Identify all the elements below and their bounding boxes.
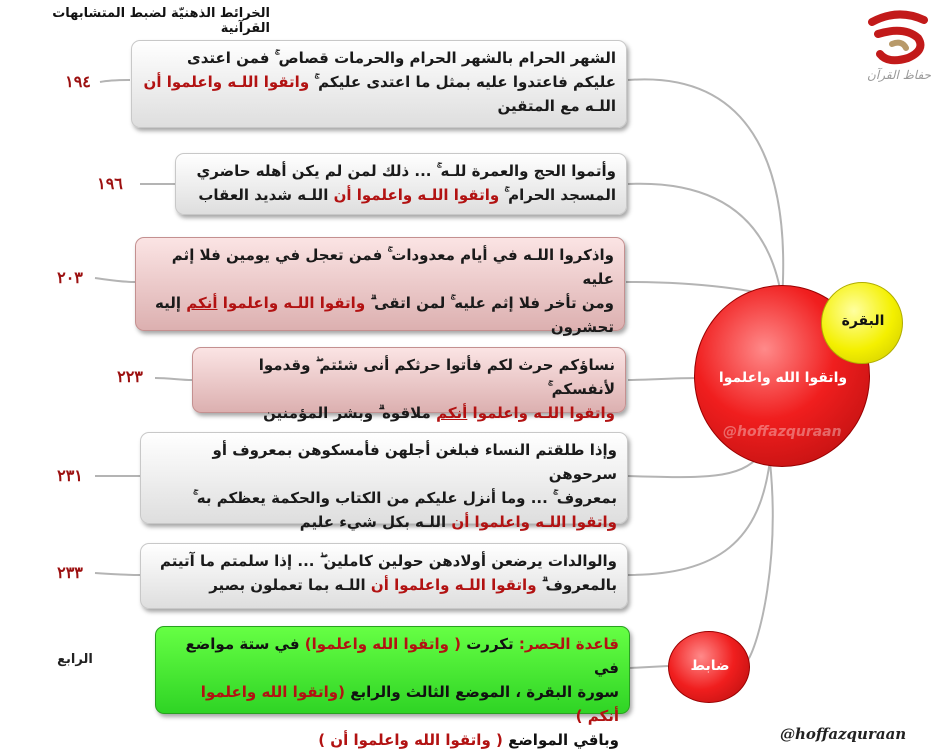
verse-box-5 <box>140 432 628 531</box>
text-line <box>151 573 617 597</box>
text-line <box>186 159 616 183</box>
text-line <box>142 70 616 94</box>
verse-number-4: ٢٢٣ <box>117 367 143 386</box>
verse-number-2: ١٩٦ <box>97 174 123 193</box>
verse-text: عليكم فاعتدوا عليه بمثل ما اعتدى عليكم ۚ <box>309 73 616 91</box>
highlighted-phrase: واتقوا اللـه واعلموا أن <box>451 513 617 531</box>
verse-box-6 <box>140 543 628 609</box>
text-line <box>186 183 616 207</box>
highlighted-phrase: واتقوا اللـه واعلموا أن <box>370 576 537 594</box>
verse-number-6: ٢٣٣ <box>57 563 83 582</box>
verse-text: وإذا طلقتم النساء فبلغن أجلهن فأمسكوهن بمعروف أو سرحوهن <box>212 441 617 483</box>
text-line <box>146 243 614 291</box>
map-title: الخرائط الذهنيّة لضبط المتشابهات القرآنية <box>52 6 270 36</box>
surah-label: البقرة <box>841 313 885 329</box>
text-line <box>146 315 614 339</box>
main-topic-label: واتقوا الله واعلموا <box>718 370 848 386</box>
logo-mark-icon <box>858 4 940 70</box>
rule-circle <box>668 631 750 703</box>
underlined-phrase: أنكم <box>186 294 218 312</box>
underlined-phrase: أنكم <box>436 404 468 422</box>
verse-text: نساؤكم حرث لكم فأتوا حرثكم أنى شئتم ۖ وقدموا لأنفسكم ۚ <box>258 356 615 398</box>
highlighted-phrase: قاعدة الحصر: <box>518 635 619 653</box>
verse-text: وأتموا الحج والعمرة للـه ۚ ... ذلك لمن لم يكن أهله حاضري <box>196 162 616 180</box>
highlighted-phrase: واتقوا اللـه واعلموا أن <box>333 186 500 204</box>
highlighted-phrase: ( واتقوا الله واعلموا) <box>304 635 462 653</box>
verse-number-3: ٢٠٣ <box>57 268 83 287</box>
text-line <box>151 549 617 573</box>
verse-text: اللـه بما تعملون بصير <box>209 576 371 594</box>
connector-number-4 <box>155 378 192 380</box>
verse-box-2 <box>175 153 627 215</box>
rule-box <box>155 626 630 749</box>
highlighted-phrase: واتقوا اللـه واعلموا <box>467 404 615 422</box>
connector-verse-4 <box>628 378 700 380</box>
verse-text: اللـه مع المتقين <box>497 97 616 115</box>
verse-text: اللـه شديد العقاب <box>198 186 334 204</box>
text-line <box>151 438 617 486</box>
main-circle-watermark: @hoffazquraan <box>723 424 842 440</box>
highlighted-phrase: واتقوا اللـه واعلموا <box>217 294 366 312</box>
text-line <box>166 680 619 728</box>
verse-text: المسجد الحرام ۚ <box>499 186 616 204</box>
verse-text: ومن تأخر فلا إثم عليه ۚ لمن اتقى ۗ <box>365 294 614 312</box>
verse-text: اللـه بكل شيء عليم <box>299 513 452 531</box>
text-line <box>203 353 615 401</box>
verse-text: الشهر الحرام بالشهر الحرام والحرمات قصاص ۚ فمن اعتدى <box>186 49 616 67</box>
verse-number-1: ١٩٤ <box>65 72 91 91</box>
verse-text: واذكروا اللـه في أيام معدودات ۚ فمن تعجل في يومين فلا إثم عليه <box>171 246 614 288</box>
text-line <box>151 510 617 534</box>
verse-text: في ستة مواضع في <box>185 635 619 677</box>
hoffaz-logo <box>858 4 940 86</box>
footer-watermark: @hoffazquraan <box>780 725 907 743</box>
verse-box-4 <box>192 347 626 422</box>
connector-verse-1 <box>628 79 783 300</box>
highlighted-phrase: واتقوا اللـه واعلموا أن <box>143 73 310 91</box>
text-line <box>151 486 617 510</box>
surah-circle <box>821 282 903 364</box>
text-line <box>142 46 616 70</box>
highlighted-phrase: (واتقوا الله واعلموا أنكم ) <box>200 683 619 725</box>
verse-text: تحشرون <box>550 318 614 336</box>
text-line <box>142 94 616 118</box>
verse-text: سورة البقرة ، الموضع الثالث والرابع <box>344 683 619 701</box>
rule-side-label: الرابع <box>57 652 93 667</box>
connector-verse-5 <box>628 455 760 477</box>
text-line <box>166 632 619 680</box>
verse-box-3 <box>135 237 625 336</box>
highlighted-phrase: ( واتقوا الله واعلموا أن ) <box>318 731 503 749</box>
text-line <box>166 728 619 752</box>
verse-text: والوالدات يرضعن أولادهن حولين كاملين ۖ ... إذا سلمتم ما آتيتم <box>159 552 617 570</box>
rule-circle-label: ضابط <box>690 658 730 674</box>
verse-text: إليه <box>155 294 187 312</box>
verse-text: ملاقوه ۗ وبشر المؤمنين <box>263 404 437 422</box>
logo-wordmark: حفاظ القرآن <box>867 68 931 82</box>
verse-number-5: ٢٣١ <box>57 466 83 485</box>
verse-text: بمعروف ۚ ... وما أنزل عليكم من الكتاب والحكمة يعظكم به ۚ <box>193 489 617 507</box>
connector-number-3 <box>95 278 135 282</box>
text-line <box>203 401 615 425</box>
connector-rule-circle <box>748 462 773 660</box>
verse-box-1 <box>131 40 627 128</box>
connector-rule-box <box>630 666 668 668</box>
verse-text: وباقي المواضع <box>502 731 619 749</box>
verse-text: بالمعروف ۗ <box>536 576 617 594</box>
verse-text: تكررت <box>461 635 519 653</box>
text-line <box>146 291 614 315</box>
connector-number-6 <box>95 573 140 575</box>
